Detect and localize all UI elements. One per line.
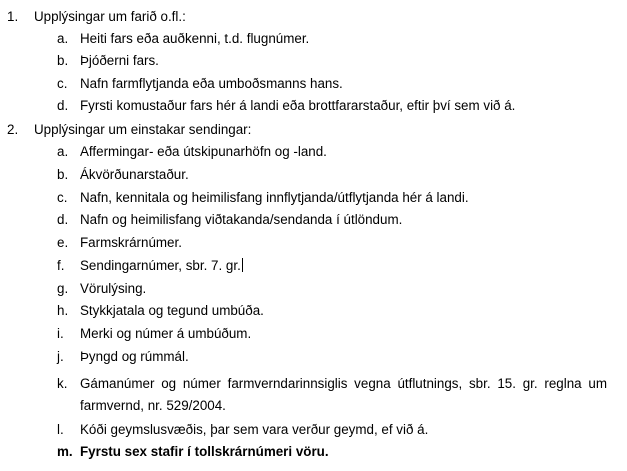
item-text: Merki og númer á umbúðum. [80,326,252,341]
text-cursor [242,258,243,272]
item-text: Heiti fars eða auðkenni, t.d. flugnúmer. [80,31,310,46]
section-number: 2. [7,122,19,137]
item-text: Nafn og heimilisfang viðtakanda/sendanda í útlöndum. [80,212,403,227]
item-letter: c. [57,190,68,205]
item-letter: i. [57,326,64,341]
item-letter: k. [57,376,68,391]
item-text: Stykkjatala og tegund umbúða. [80,303,264,318]
item-text: Nafn, kennitala og heimilisfang innflytjanda/útflytjanda hér á landi. [80,190,469,205]
item-text: Sendingarnúmer, sbr. 7. gr. [80,258,241,273]
item-letter: b. [57,167,69,182]
item-letter: c. [57,76,68,91]
item-letter: b. [57,53,69,68]
section-title: Upplýsingar um einstakar sendingar: [34,122,252,137]
item-text: Þjóðerni fars. [80,53,159,68]
item-text: Nafn farmflytjanda eða umboðsmanns hans. [80,76,343,91]
item-letter: e. [57,235,69,250]
item-letter: a. [57,144,69,159]
section-number: 1. [7,9,19,24]
item-text-continuation: farmvernd, nr. 529/2004. [80,398,226,413]
item-text: Ákvörðunarstaður. [80,167,189,182]
item-letter: d. [57,98,69,113]
item-text: Fyrstu sex stafir í tollskrárnúmeri vöru. [80,444,329,459]
section-title: Upplýsingar um farið o.fl.: [34,9,186,24]
item-text-wrapper [80,257,243,274]
item-text: Gámanúmer og númer farmverndarinnsiglis vegna útflutnings, sbr. 15. gr. reglna um [80,376,607,391]
item-text: Kóði geymslusvæðis, þar sem vara verður geymd, ef við á. [80,422,429,437]
item-letter: h. [57,303,69,318]
item-letter: f. [57,258,65,273]
item-text: Fyrsti komustaður fars hér á landi eða brottfararstaður, eftir því sem við á. [80,98,516,113]
item-letter: m. [57,444,73,459]
item-text: Vörulýsing. [80,281,147,296]
item-letter: a. [57,31,69,46]
item-letter: l. [57,422,64,437]
item-text: Þyngd og rúmmál. [80,349,189,364]
item-letter: d. [57,212,69,227]
item-letter: j. [57,349,64,364]
item-letter: g. [57,281,69,296]
item-text: Farmskrárnúmer. [80,235,182,250]
item-text: Affermingar- eða útskipunarhöfn og -land. [80,144,327,159]
